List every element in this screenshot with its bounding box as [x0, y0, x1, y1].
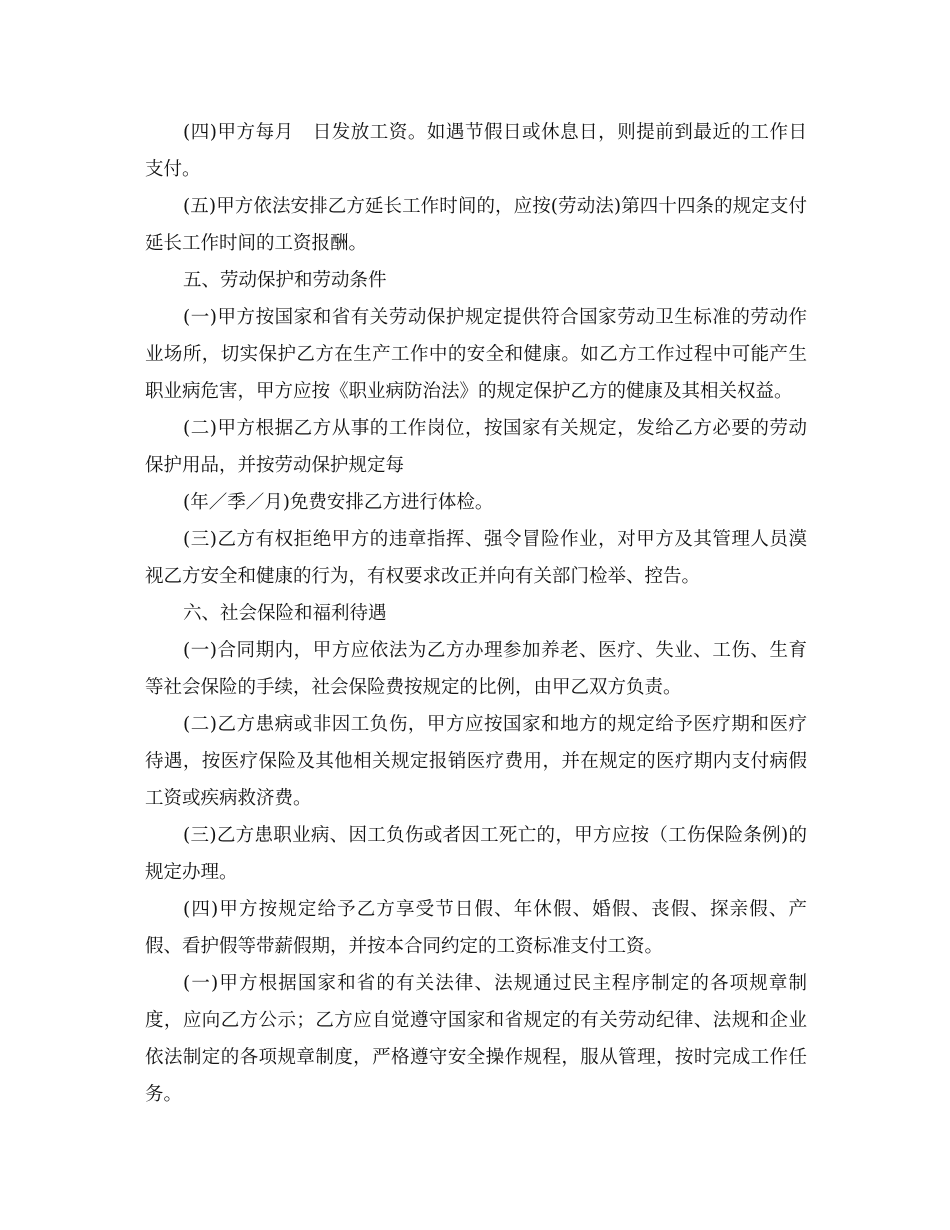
paragraph-occupational-injury: (三)乙方患职业病、因工负伤或者因工死亡的，甲方应按（工伤保险条例)的规定办理。	[145, 825, 807, 883]
paragraph-workplace-safety: (一)甲方按国家和省有关劳动保护规定提供符合国家劳动卫生标准的劳动作业场所，切实保护乙方在生产工作中的安全和健康。如乙方工作过程中可能产生职业病危害，甲方应按《职业病防治法》的规定保护乙方的健康及其相关权益。	[145, 307, 807, 402]
paragraph-refuse-unsafe-orders: (三)乙方有权拒绝甲方的违章指挥、强令冒险作业，对甲方及其管理人员漠视乙方安全和健康的行为，有权要求改正并向有关部门检举、控告。	[145, 529, 807, 587]
section-heading-social-insurance: 六、社会保险和福利待遇	[183, 603, 387, 624]
paragraph-protective-equipment: (二)甲方根据乙方从事的工作岗位，按国家有关规定，发给乙方必要的劳动保护用品，并按劳动保护规定每	[145, 418, 807, 476]
paragraph-rules-and-regulations: (一)甲方根据国家和省的有关法律、法规通过民主程序制定的各项规章制度，应向乙方公示；乙方应自觉遵守国家和省规定的有关劳动纪律、法规和企业依法制定的各项规章制度，严格遵守安全操作规程，服从管理，按时完成工作任务。	[145, 973, 807, 1105]
paragraph-social-insurance: (一)合同期内，甲方应依法为乙方办理参加养老、医疗、失业、工伤、生育等社会保险的手续，社会保险费按规定的比例，由甲乙双方负责。	[145, 640, 807, 698]
paragraph-sick-leave: (二)乙方患病或非因工负伤，甲方应按国家和地方的规定给予医疗期和医疗待遇，按医疗保险及其他相关规定报销医疗费用，并在规定的医疗期内支付病假工资或疾病救济费。	[145, 714, 807, 809]
paragraph-health-checkup: (年／季／月)免费安排乙方进行体检。	[183, 492, 494, 513]
paragraph-wage-payment-date: (四)甲方每月 日发放工资。如遇节假日或休息日，则提前到最近的工作日支付。	[145, 122, 807, 180]
document-body	[145, 114, 807, 1113]
paragraph-overtime-pay: (五)甲方依法安排乙方延长工作时间的，应按(劳动法)第四十四条的规定支付延长工作时间的工资报酬。	[145, 196, 807, 254]
paragraph-paid-leave: (四)甲方按规定给予乙方享受节日假、年休假、婚假、丧假、探亲假、产假、看护假等带薪假期，并按本合同约定的工资标准支付工资。	[145, 899, 807, 957]
section-heading-labor-protection: 五、劳动保护和劳动条件	[183, 270, 387, 291]
